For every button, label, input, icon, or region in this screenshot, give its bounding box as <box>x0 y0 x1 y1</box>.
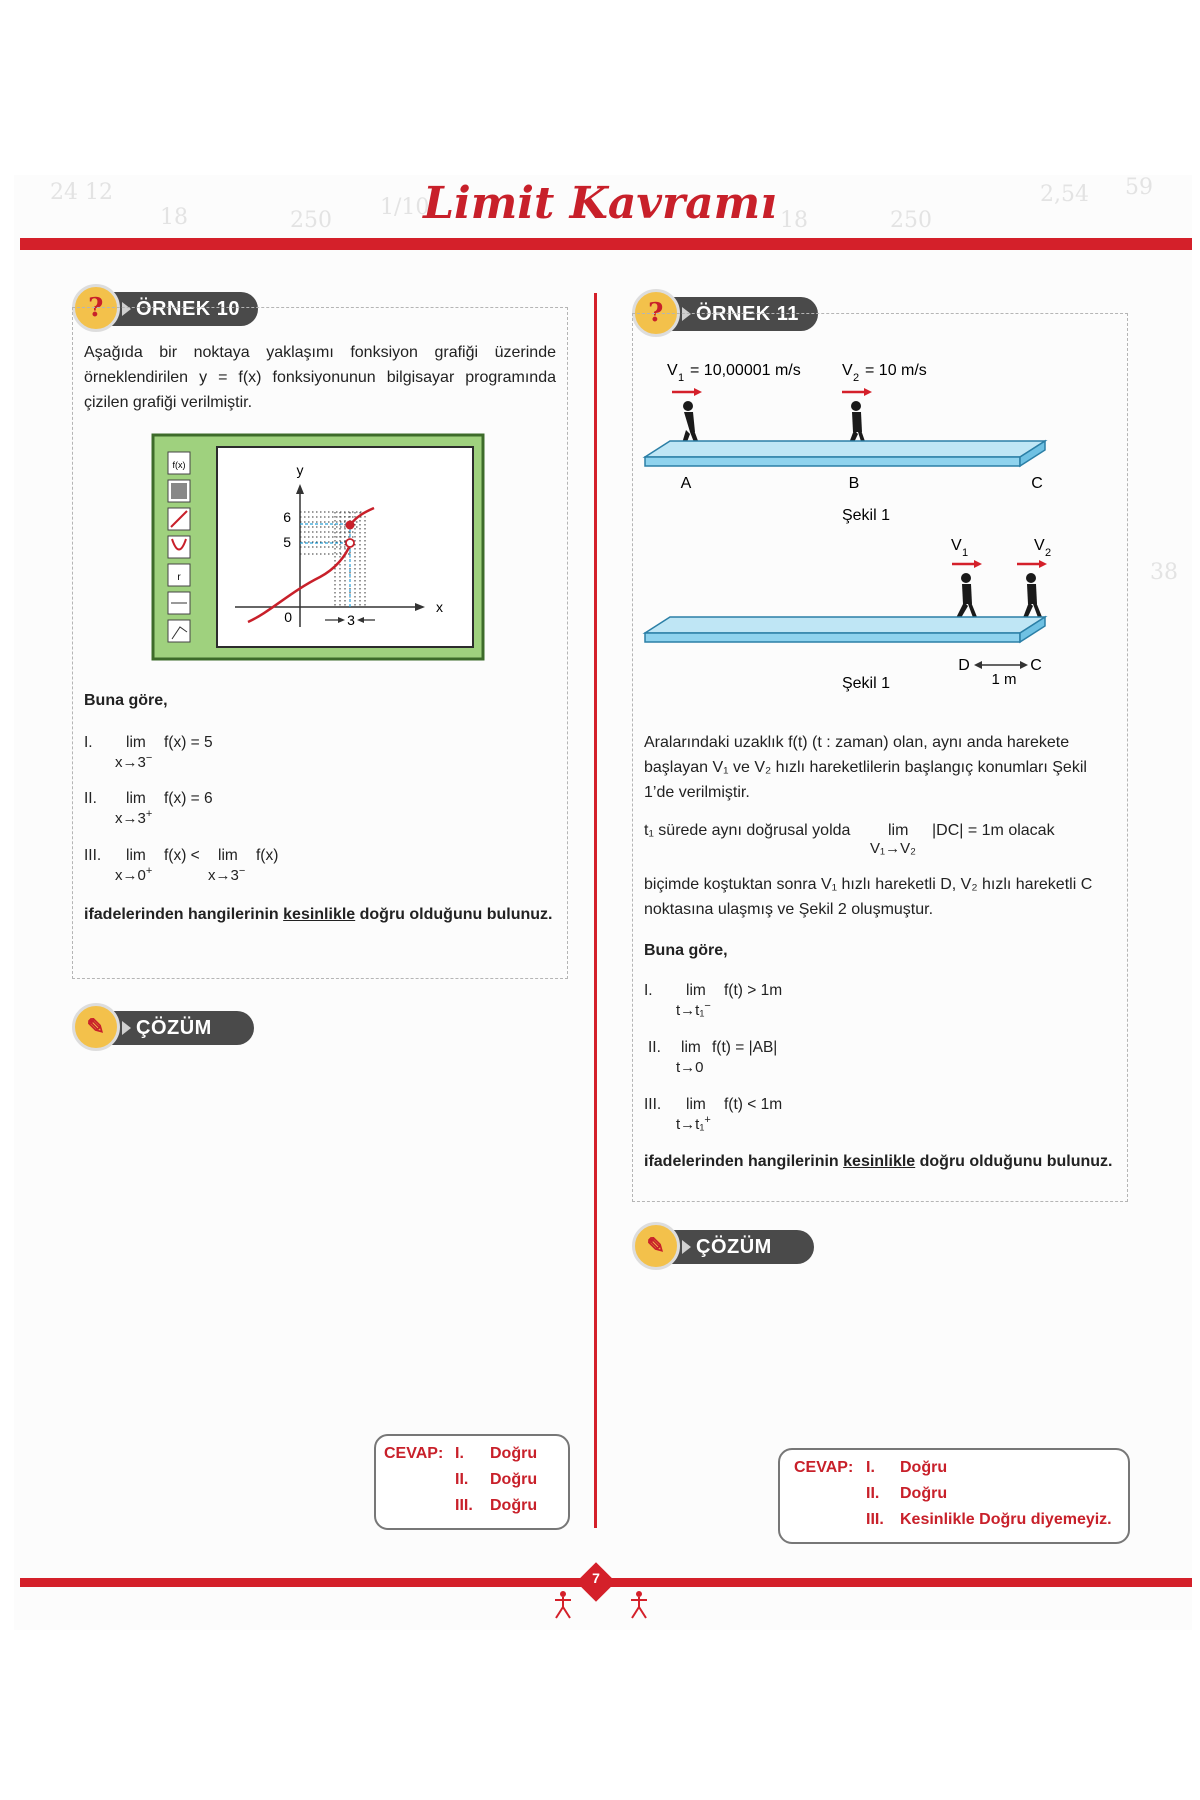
question-mark-icon: ? <box>632 289 680 337</box>
lim-subscript: x→0 <box>115 867 146 884</box>
distance-arrow-left-icon <box>974 661 982 669</box>
question-text-end: doğru olduğunu bulunuz. <box>915 1153 1113 1170</box>
y-axis-label: y <box>296 462 304 478</box>
answer-roman: I. <box>866 1459 875 1476</box>
point-d-label: D <box>958 657 970 674</box>
pencil-icon: ✎ <box>72 1003 120 1051</box>
solution-11-label: ÇÖZÜM <box>696 1236 772 1258</box>
fig1-v1-sub: 1 <box>678 372 685 384</box>
item-expression-2: f(x) <box>256 847 279 864</box>
fig1-v2-arrow-icon <box>864 388 872 396</box>
background-doodle: 38 <box>1150 560 1178 585</box>
item-roman: III. <box>644 1096 662 1113</box>
para2-lim-operator: lim <box>888 822 909 839</box>
page-number: 7 <box>592 1570 600 1586</box>
item-roman: II. <box>648 1039 661 1056</box>
lim-side: − <box>145 752 153 764</box>
background-doodle: 24 12 <box>50 180 113 205</box>
lim-side: − <box>704 1000 711 1012</box>
background-doodle: 2,54 <box>1040 182 1089 207</box>
item-expression: f(x) = 6 <box>164 790 213 807</box>
answer-label: CEVAP: <box>794 1459 854 1476</box>
header-rule <box>20 238 1192 250</box>
fig2-caption: Şekil 1 <box>841 675 891 692</box>
item-expression: f(t) = |AB| <box>712 1039 778 1056</box>
lim-operator: lim <box>126 734 146 751</box>
answer-text: Doğru <box>900 1459 948 1476</box>
lim-side: + <box>145 808 153 820</box>
lim-subscript: x→3 <box>115 810 146 827</box>
example-10-intro: Aşağıda bir noktaya yaklaşımı fonksiyon grafiği üzerinde örneklendirilen y = f(x) fonksiyonunun bilgisayar programında çizilen grafiği verilmiştir. <box>84 344 556 411</box>
answer-text: Doğru <box>490 1497 538 1514</box>
lim-operator: lim <box>126 790 146 807</box>
toolbar-r-label: r <box>177 572 181 583</box>
fig1-v2-sub: 2 <box>853 372 860 384</box>
pencil-icon: ✎ <box>632 1222 680 1270</box>
fig1-caption: Şekil 1 <box>841 507 891 524</box>
item-roman: I. <box>84 734 93 751</box>
fig2-v2-arrow-icon <box>1039 560 1047 568</box>
track-2-front <box>645 633 1020 642</box>
lim-operator: lim <box>686 982 706 999</box>
example-11-para-1: Aralarındaki uzaklık f(t) (t : zaman) olan, aynı anda harekete başlayan V₁ ve V₂ hızlı hareketlilerin başlangıç konumları Şekil 1’de verilmiştir. <box>644 734 1087 801</box>
item-roman: I. <box>644 982 653 999</box>
background-doodle: 18 <box>160 205 188 230</box>
x-axis-label: x <box>436 599 443 615</box>
background-doodle: 250 <box>890 208 932 233</box>
solution-10-badge <box>76 1011 254 1045</box>
para2-text-a: t₁ sürede aynı doğrusal yolda <box>644 822 851 839</box>
example-11-para-3: biçimde koştuktan sonra V₁ hızlı hareketli D, V₂ hızlı hareketli C noktasına ulaşmış ve Şekil 2 oluşmuştur. <box>644 876 1093 918</box>
figure-right-icon <box>628 1590 650 1620</box>
function-graph-figure <box>150 432 490 664</box>
point-b-label: B <box>848 475 860 492</box>
item-roman: II. <box>84 790 97 807</box>
example-10-label: ÖRNEK 10 <box>136 298 241 320</box>
lim-operator: lim <box>686 1096 706 1113</box>
item-expression: f(x) < <box>164 847 200 864</box>
para2-text-b: |DC| = 1m olacak <box>932 822 1055 839</box>
lim-operator: lim <box>126 847 146 864</box>
lim-side: + <box>145 865 153 877</box>
lim-operator-2: lim <box>218 847 238 864</box>
runner-v1-icon <box>954 573 979 623</box>
distance-arrow-right-icon <box>1020 661 1028 669</box>
example-11-question <box>644 1149 1124 1174</box>
track-2-top <box>645 617 1045 633</box>
question-text-end: doğru olduğunu bulunuz. <box>355 906 553 923</box>
para2-lim-subscript: V₁→V₂ <box>870 840 916 857</box>
open-point <box>346 539 354 547</box>
runners-figure <box>640 350 1080 695</box>
background-doodle: 59 <box>1125 175 1153 200</box>
question-emphasis: kesinlikle <box>283 906 356 923</box>
lim-side: + <box>704 1114 711 1126</box>
fig2-point-c-label: C <box>1030 657 1042 674</box>
example-10-item-1 <box>84 734 384 774</box>
origin-label: 0 <box>284 609 292 625</box>
fig1-v1-label: V <box>667 362 678 379</box>
fig2-v1-sub: 1 <box>962 547 969 559</box>
item-expression: f(t) > 1m <box>724 982 783 999</box>
y-tick-6: 6 <box>283 509 291 525</box>
question-text: ifadelerinden hangilerinin <box>644 1153 844 1170</box>
track-1-front <box>645 457 1020 466</box>
lim-subscript: t→t₁ <box>676 1116 705 1133</box>
fig2-v2-label: V <box>1034 537 1045 554</box>
page-header-title: Limit Kavramı <box>423 178 777 229</box>
fig1-v2-value: = 10 m/s <box>865 362 927 379</box>
item-expression: f(t) < 1m <box>724 1096 783 1113</box>
runner-v2-icon <box>1021 573 1044 623</box>
lim-subscript: t→t₁ <box>676 1002 705 1019</box>
example-10-item-2 <box>84 790 384 830</box>
fig1-v2-label: V <box>842 362 853 379</box>
question-text: ifadelerinden hangilerinin <box>84 906 284 923</box>
answer-text: Doğru <box>490 1445 538 1462</box>
answer-roman: II. <box>866 1485 880 1502</box>
lim-side-2: − <box>238 865 246 877</box>
answer-text: Doğru <box>900 1485 948 1502</box>
badge-arrow-icon <box>122 1021 131 1035</box>
example-10-prompt: Buna göre, <box>84 692 168 709</box>
example-10-item-3 <box>84 847 384 887</box>
y-tick-5: 5 <box>283 534 291 550</box>
fig1-v1-value: = 10,00001 m/s <box>690 362 801 379</box>
background-doodle: 1/10 <box>380 195 430 220</box>
lim-subscript: x→3 <box>115 754 146 771</box>
answer-label: CEVAP: <box>384 1445 444 1462</box>
answer-text: Kesinlikle Doğru diyemeyiz. <box>900 1511 1112 1528</box>
answer-roman: III. <box>866 1511 884 1528</box>
toolbar-fx-label: f(x) <box>172 460 186 470</box>
example-11-item-2 <box>648 1039 948 1079</box>
example-11-item-3 <box>644 1096 944 1136</box>
example-11-item-1 <box>644 982 944 1022</box>
answer-text: Doğru <box>490 1471 538 1488</box>
item-expression: f(x) = 5 <box>164 734 213 751</box>
example-11-para-2 <box>644 822 1114 862</box>
lim-operator: lim <box>681 1039 701 1056</box>
fig2-v1-label: V <box>951 537 962 554</box>
item-roman: III. <box>84 847 102 864</box>
track-1-top <box>645 441 1045 457</box>
answer-roman: III. <box>455 1497 473 1514</box>
figure-left-icon <box>552 1590 574 1620</box>
column-divider <box>594 293 597 1528</box>
background-doodle: 18 <box>780 208 808 233</box>
graph-toolbar <box>168 452 190 642</box>
example-10-question <box>84 902 554 927</box>
badge-arrow-icon <box>682 1240 691 1254</box>
example-11-prompt: Buna göre, <box>644 942 728 959</box>
x-tick-3: 3 <box>347 612 355 628</box>
fig2-v1-arrow-icon <box>974 560 982 568</box>
answer-roman: I. <box>455 1445 464 1462</box>
question-emphasis: kesinlikle <box>843 1153 916 1170</box>
lim-subscript-2: x→3 <box>208 867 239 884</box>
lim-subscript: t→0 <box>676 1059 704 1076</box>
closed-point <box>346 521 355 530</box>
example-11-label: ÖRNEK 11 <box>696 303 799 325</box>
distance-label: 1 m <box>991 671 1017 688</box>
background-doodle: 250 <box>290 208 332 233</box>
solution-11-badge <box>636 1230 814 1264</box>
fig2-v2-sub: 2 <box>1045 547 1052 559</box>
solution-10-label: ÇÖZÜM <box>136 1017 212 1039</box>
answer-roman: II. <box>455 1471 469 1488</box>
question-mark-icon: ? <box>72 284 120 332</box>
point-c-label: C <box>1031 475 1043 492</box>
fig1-v1-arrow-icon <box>694 388 702 396</box>
point-a-label: A <box>680 475 692 492</box>
